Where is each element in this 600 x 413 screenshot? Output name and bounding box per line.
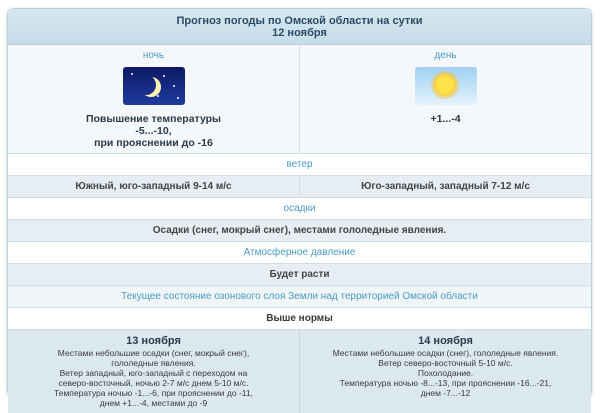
night-temp-line: Повышение температуры: [85, 113, 222, 125]
outlook-line: северо-восточный, ночью 2-7 м/с днем 5-10 м/с.: [58, 378, 249, 388]
forecast-header: [8, 9, 591, 45]
outlook-line: Ветер северо-восточный 5-10 м/с.: [378, 358, 513, 368]
sun-icon: [415, 67, 477, 105]
wind-day: Юго-западный, западный 7-12 м/с: [299, 176, 591, 197]
pressure-heading: Атмосферное давление: [8, 242, 591, 264]
outlook-line: днем -7...-12: [420, 388, 471, 398]
outlook-line: Похолодание.: [417, 368, 474, 378]
wind-values: [8, 176, 591, 198]
ozone-text: Выше нормы: [8, 308, 591, 330]
period-panel: [8, 45, 591, 154]
night-temp-line: -5...-10,: [135, 125, 172, 137]
night-period: [8, 45, 299, 153]
day-temperature: [300, 113, 591, 125]
outlook-date: 14 ноября: [418, 335, 473, 347]
outlook-line: днем +1...-4, местами до -9: [99, 398, 208, 408]
night-temp-line: при прояснении до -16: [94, 137, 213, 149]
wind-night: Южный, юго-западный 9-14 м/с: [75, 181, 232, 192]
forecast-title: Прогноз погоды по Омской области на сутки: [176, 15, 423, 27]
day-period: [299, 45, 591, 153]
night-temperature: [8, 113, 299, 149]
forecast-date: 12 ноября: [272, 27, 327, 39]
night-moon-icon: [123, 67, 185, 105]
outlook-line: гололедные явления.: [111, 358, 196, 368]
day-label: день: [434, 50, 457, 61]
night-label: ночь: [142, 50, 165, 61]
precipitation-text: Осадки (снег, мокрый снег), местами гололедные явления.: [8, 220, 591, 242]
outlook-day-1: [8, 330, 299, 413]
forecast-widget: [7, 8, 592, 408]
ozone-heading: Текущее состояние озонового слоя Земли над территорией Омской области: [8, 286, 591, 308]
pressure-text: Будет расти: [8, 264, 591, 286]
outlook-line: Ветер западный, юго-западный с переходом на: [59, 368, 248, 378]
outlook-line: Температура ночью -1...-6, при прояснении до -11,: [54, 388, 253, 398]
outlook-panel: [8, 330, 591, 413]
precipitation-heading: осадки: [8, 198, 591, 220]
outlook-line: Местами небольшие осадки (снег), гололедные явления.: [332, 348, 559, 358]
outlook-date: 13 ноября: [126, 335, 181, 347]
outlook-day-2: [299, 330, 591, 413]
day-temp-line: +1...-4: [430, 113, 461, 125]
outlook-line: Местами небольшие осадки (снег, мокрый снег),: [57, 348, 250, 358]
outlook-line: Температура ночью -8...-13, при прояснении -16...-21,: [339, 378, 552, 388]
wind-heading: ветер: [8, 154, 591, 176]
